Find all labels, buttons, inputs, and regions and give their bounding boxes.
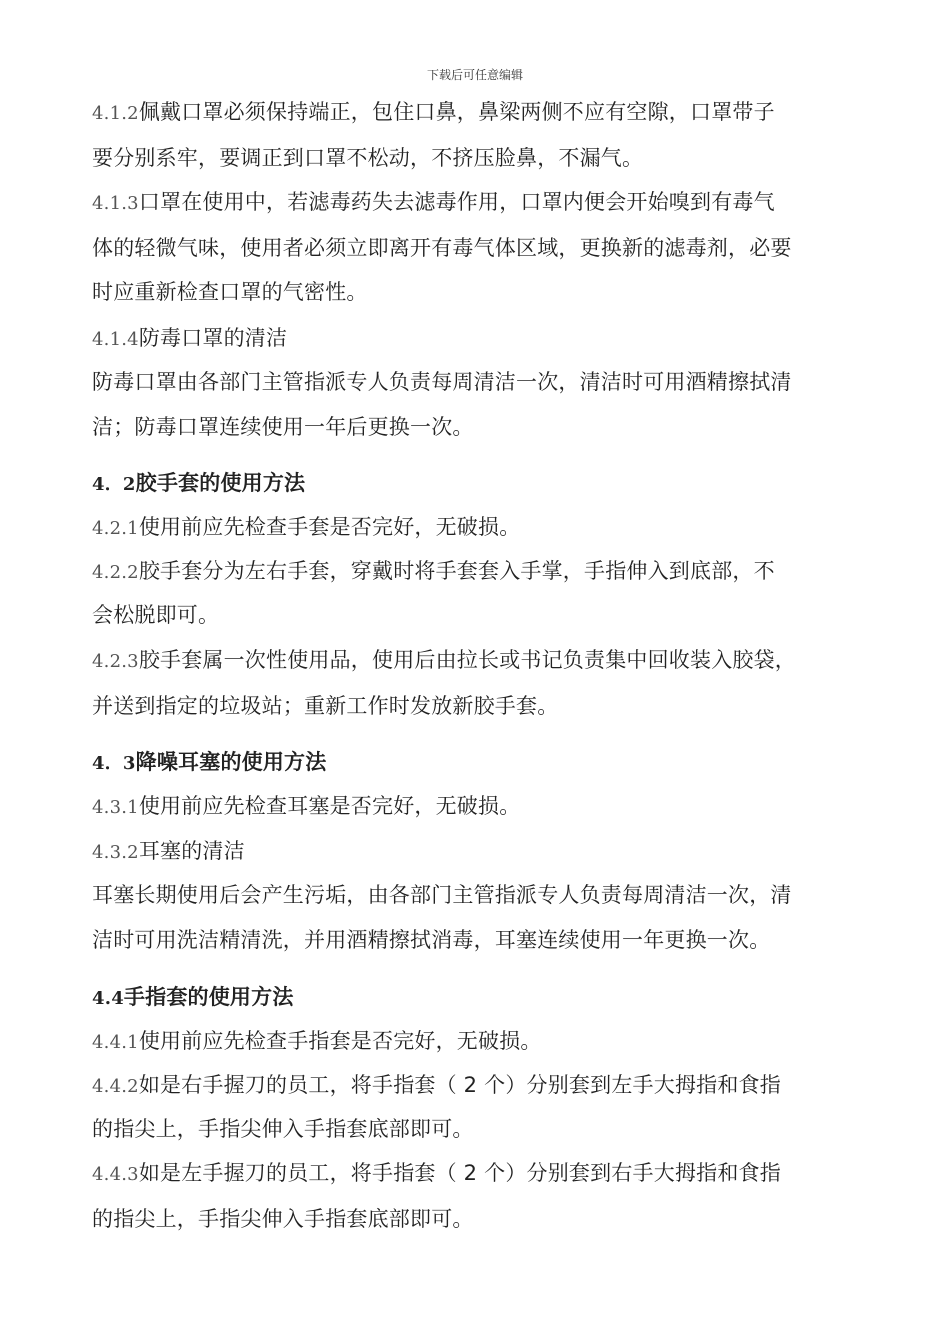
line-text: 胶手套的使用方法: [135, 471, 306, 495]
text-line: [92, 234, 792, 262]
line-text: 耳塞长期使用后会产生污垢，由各部门主管指派专人负责每周清洁一次，清: [92, 883, 792, 907]
line-text: 降噪耳塞的使用方法: [135, 750, 327, 774]
text-line: [92, 1071, 781, 1101]
text-line: [92, 278, 368, 306]
text-line: [92, 1115, 474, 1143]
text-line: [92, 926, 770, 954]
text-line: [92, 646, 796, 676]
text-line: [92, 692, 558, 720]
clause-number: 4．2: [92, 474, 136, 495]
line-text: 并送到指定的垃圾站；重新工作时发放新胶手套。: [92, 694, 559, 718]
clause-number: 4.2.2: [92, 562, 139, 583]
text-line: [92, 98, 775, 128]
text-line: [92, 601, 219, 629]
clause-number: 4.1.3: [92, 193, 139, 214]
line-text: 体的轻微气味，使用者必须立即离开有毒气体区域，更换新的滤毒剂，必要: [92, 236, 792, 260]
text-line: [92, 368, 792, 396]
line-text: 如是左手握刀的员工，将手指套（ 2 个）分别套到右手大拇指和食指: [138, 1161, 781, 1185]
line-text: 佩戴口罩必须保持端正，包住口鼻，鼻梁两侧不应有空隙，口罩带子: [138, 100, 775, 124]
clause-number: 4.4.3: [92, 1164, 139, 1185]
text-line: [92, 881, 792, 909]
line-text: 防毒口罩的清洁: [138, 326, 288, 350]
clause-number: 4.4: [92, 988, 124, 1009]
text-line: [92, 1205, 474, 1233]
line-text: 洁；防毒口罩连续使用一年后更换一次。: [92, 415, 474, 439]
text-line: [92, 1027, 542, 1057]
text-line: [92, 324, 287, 354]
page-header: 下载后可任意编辑: [426, 68, 523, 82]
clause-number: 4.4.1: [92, 1032, 139, 1053]
clause-number: 4.1.2: [92, 103, 139, 124]
clause-number: 4.1.4: [92, 329, 139, 350]
text-line: [92, 1159, 781, 1189]
line-text: 手指套的使用方法: [123, 985, 294, 1009]
line-text: 防毒口罩由各部门主管指派专人负责每周清洁一次，清洁时可用酒精擦拭清: [92, 370, 792, 394]
clause-number: 4．3: [92, 753, 136, 774]
line-text: 胶手套分为左右手套，穿戴时将手套套入手掌，手指伸入到底部，不: [138, 559, 775, 583]
line-text: 口罩在使用中，若滤毒药失去滤毒作用，口罩内便会开始嗅到有毒气: [138, 190, 775, 214]
line-text: 使用前应先检查耳塞是否完好，无破损。: [138, 794, 521, 818]
section-heading: [92, 983, 294, 1013]
line-text: 胶手套属一次性使用品，使用后由拉长或书记负责集中回收装入胶袋，: [138, 648, 797, 672]
line-text: 如是右手握刀的员工，将手指套（ 2 个）分别套到左手大拇指和食指: [138, 1073, 781, 1097]
line-text: 耳塞的清洁: [138, 839, 245, 863]
line-text: 洁时可用洗洁精清洗，并用酒精擦拭消毒，耳塞连续使用一年更换一次。: [92, 928, 771, 952]
clause-number: 4.2.1: [92, 518, 139, 539]
text-line: [92, 792, 520, 822]
clause-number: 4.3.2: [92, 842, 139, 863]
section-heading: [92, 469, 305, 499]
text-line: [92, 837, 245, 867]
text-line: [92, 188, 775, 218]
text-line: [92, 144, 643, 172]
line-text: 时应重新检查口罩的气密性。: [92, 280, 368, 304]
line-text: 会松脱即可。: [92, 603, 220, 627]
clause-number: 4.2.3: [92, 651, 139, 672]
text-line: [92, 557, 775, 587]
clause-number: 4.3.1: [92, 797, 139, 818]
line-text: 使用前应先检查手套是否完好，无破损。: [138, 515, 521, 539]
clause-number: 4.4.2: [92, 1076, 139, 1097]
line-text: 的指尖上，手指尖伸入手指套底部即可。: [92, 1207, 474, 1231]
section-heading: [92, 748, 326, 778]
text-line: [92, 413, 474, 441]
line-text: 使用前应先检查手指套是否完好，无破损。: [138, 1029, 542, 1053]
line-text: 的指尖上，手指尖伸入手指套底部即可。: [92, 1117, 474, 1141]
text-line: [92, 513, 520, 543]
line-text: 要分别系牢，要调正到口罩不松动，不挤压脸鼻，不漏气。: [92, 146, 644, 170]
